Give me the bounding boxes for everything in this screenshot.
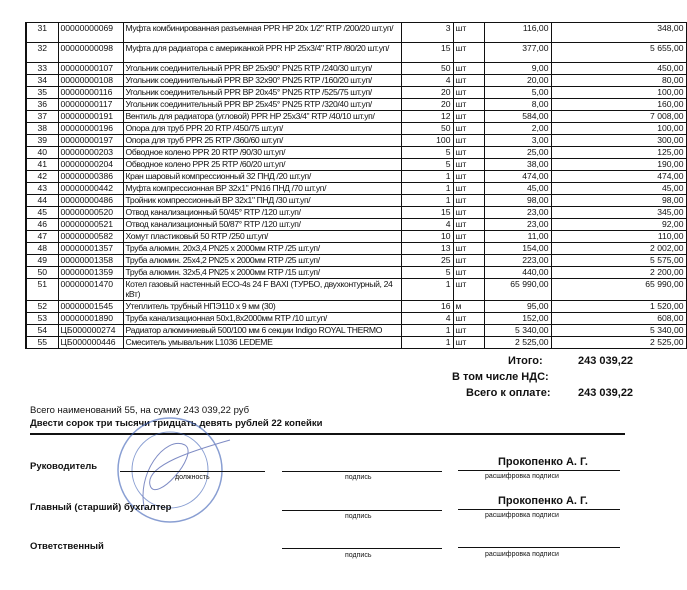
quantity: 50 (401, 123, 453, 135)
unit: шт (453, 325, 484, 337)
decoding-line (458, 470, 620, 471)
amount: 345,00 (551, 207, 686, 219)
quantity: 20 (401, 87, 453, 99)
row-number: 39 (26, 135, 58, 147)
amount: 125,00 (551, 147, 686, 159)
row-number: 51 (26, 279, 58, 301)
unit: шт (453, 171, 484, 183)
item-name: Смеситель умывальник L1036 LEDEME (123, 337, 401, 349)
item-name: Обводное колено PPR 25 RTP /60/20 шт.уп/ (123, 159, 401, 171)
unit: шт (453, 111, 484, 123)
invoice-footer (0, 349, 660, 585)
price: 95,00 (484, 301, 551, 313)
quantity: 5 (401, 159, 453, 171)
total-value: 243 039,22 (578, 355, 634, 367)
price: 2,00 (484, 123, 551, 135)
items-count-line: Всего наименований 55, на сумму 243 039,22 руб (30, 405, 250, 416)
price: 584,00 (484, 111, 551, 123)
unit: шт (453, 279, 484, 301)
unit: шт (453, 159, 484, 171)
quantity: 15 (401, 207, 453, 219)
row-number: 40 (26, 147, 58, 159)
table-row (26, 23, 686, 43)
item-name: Муфта компрессионная BP 32x1" PN16 ПНД /70 шт.уп/ (123, 183, 401, 195)
decoding-line (458, 509, 620, 510)
price: 98,00 (484, 195, 551, 207)
decoding-caption: расшифровка подписи (485, 551, 559, 558)
unit: шт (453, 135, 484, 147)
row-number: 38 (26, 123, 58, 135)
unit: шт (453, 63, 484, 75)
amount: 100,00 (551, 87, 686, 99)
amount-in-words: Двести сорок три тысячи тридцать девять рублей 22 копейки (30, 418, 323, 429)
row-number: 43 (26, 183, 58, 195)
pay-value: 243 039,22 (578, 387, 634, 399)
quantity: 50 (401, 63, 453, 75)
item-code: 00000000108 (58, 75, 123, 87)
unit: шт (453, 219, 484, 231)
price: 38,00 (484, 159, 551, 171)
responsible-label: Ответственный (30, 541, 104, 552)
item-name: Опора для труб PPR 20 RTP /450/75 шт.уп/ (123, 123, 401, 135)
unit: шт (453, 267, 484, 279)
row-number: 44 (26, 195, 58, 207)
amount: 45,00 (551, 183, 686, 195)
item-code: 00000001890 (58, 313, 123, 325)
signature-caption: подпись (345, 513, 372, 520)
item-code: 00000000203 (58, 147, 123, 159)
item-name: Обводное колено PPR 20 RTP /90/30 шт.уп/ (123, 147, 401, 159)
quantity: 25 (401, 255, 453, 267)
item-code: 00000000116 (58, 87, 123, 99)
table-row (26, 219, 686, 231)
item-name: Муфта комбинированная разъемная PPR HP 20x 1/2" RTP /200/20 шт.уп/ (123, 23, 401, 43)
table-row (26, 337, 686, 349)
signature-line (282, 510, 442, 511)
quantity: 12 (401, 111, 453, 123)
price: 440,00 (484, 267, 551, 279)
quantity: 4 (401, 313, 453, 325)
total-label: Итого: (508, 355, 543, 367)
price: 116,00 (484, 23, 551, 43)
signature-caption: подпись (345, 474, 372, 481)
row-number: 55 (26, 337, 58, 349)
row-number: 35 (26, 87, 58, 99)
item-name: Вентиль для радиатора (угловой) PPR HP 25x3/4" RTP /40/10 шт.уп/ (123, 111, 401, 123)
signature-line (282, 471, 442, 472)
item-name: Утеплитель трубный НПЭ110 x 9 мм (30) (123, 301, 401, 313)
quantity: 5 (401, 147, 453, 159)
table-row (26, 301, 686, 313)
quantity: 1 (401, 325, 453, 337)
item-name: Угольник соединительный PPR BP 25x90° PN25 RTP /240/30 шт.уп/ (123, 63, 401, 75)
item-code: 00000000521 (58, 219, 123, 231)
accountant-name: Прокопенко А. Г. (498, 495, 588, 507)
item-code: 00000000204 (58, 159, 123, 171)
amount: 65 990,00 (551, 279, 686, 301)
item-name: Угольник соединительный PPR BP 25x45° PN25 RTP /320/40 шт.уп/ (123, 99, 401, 111)
unit: шт (453, 87, 484, 99)
row-number: 31 (26, 23, 58, 43)
item-code: 00000001358 (58, 255, 123, 267)
row-number: 52 (26, 301, 58, 313)
item-name: Труба алюмин. 20x3,4 PN25 x 2000мм RTP /25 шт.уп/ (123, 243, 401, 255)
amount: 98,00 (551, 195, 686, 207)
director-name: Прокопенко А. Г. (498, 456, 588, 468)
unit: м (453, 301, 484, 313)
table-row (26, 243, 686, 255)
row-number: 36 (26, 99, 58, 111)
unit: шт (453, 123, 484, 135)
row-number: 33 (26, 63, 58, 75)
item-name: Радиатор алюминиевый 500/100 мм 6 секции Indigo ROYAL THERMO (123, 325, 401, 337)
item-code: 00000001359 (58, 267, 123, 279)
table-row (26, 279, 686, 301)
item-code: 00000000107 (58, 63, 123, 75)
item-code: 00000000520 (58, 207, 123, 219)
decoding-caption: расшифровка подписи (485, 512, 559, 519)
unit: шт (453, 243, 484, 255)
price: 65 990,00 (484, 279, 551, 301)
row-number: 37 (26, 111, 58, 123)
quantity: 13 (401, 243, 453, 255)
table-row (26, 135, 686, 147)
quantity: 16 (401, 301, 453, 313)
item-name: Муфта для радиатора с американкой PPR HP 25x3/4" RTP /80/20 шт.уп/ (123, 43, 401, 63)
decoding-caption: расшифровка подписи (485, 473, 559, 480)
price: 5,00 (484, 87, 551, 99)
price: 23,00 (484, 207, 551, 219)
quantity: 10 (401, 231, 453, 243)
quantity: 1 (401, 195, 453, 207)
item-code: 00000000486 (58, 195, 123, 207)
row-number: 42 (26, 171, 58, 183)
item-code: 00000000196 (58, 123, 123, 135)
item-name: Хомут пластиковый 50 RTP /250 шт.уп/ (123, 231, 401, 243)
price: 23,00 (484, 219, 551, 231)
item-code: 00000000098 (58, 43, 123, 63)
signature-line (282, 548, 442, 549)
price: 154,00 (484, 243, 551, 255)
item-name: Отвод канализационный 50/87° RTP /120 шт.уп/ (123, 219, 401, 231)
table-row (26, 75, 686, 87)
amount: 608,00 (551, 313, 686, 325)
amount: 7 008,00 (551, 111, 686, 123)
amount: 1 520,00 (551, 301, 686, 313)
row-number: 45 (26, 207, 58, 219)
item-name: Труба канализационная 50x1,8x2000мм RTP /10 шт.уп/ (123, 313, 401, 325)
table-row (26, 43, 686, 63)
item-code: 00000000117 (58, 99, 123, 111)
price: 152,00 (484, 313, 551, 325)
pay-label: Всего к оплате: (466, 387, 551, 399)
unit: шт (453, 255, 484, 267)
row-number: 34 (26, 75, 58, 87)
price: 8,00 (484, 99, 551, 111)
quantity: 4 (401, 75, 453, 87)
price: 11,00 (484, 231, 551, 243)
quantity: 1 (401, 337, 453, 349)
quantity: 5 (401, 267, 453, 279)
quantity: 20 (401, 99, 453, 111)
quantity: 100 (401, 135, 453, 147)
price: 474,00 (484, 171, 551, 183)
table-row (26, 325, 686, 337)
item-code: 00000001470 (58, 279, 123, 301)
unit: шт (453, 195, 484, 207)
price: 45,00 (484, 183, 551, 195)
amount: 5 575,00 (551, 255, 686, 267)
item-name: Отвод канализационный 50/45° RTP /120 шт.уп/ (123, 207, 401, 219)
unit: шт (453, 75, 484, 87)
item-code: 00000000582 (58, 231, 123, 243)
item-name: Тройник компрессионный BP 32x1" ПНД /30 шт.уп/ (123, 195, 401, 207)
item-name: Котел газовый настенный ECO-4s 24 F BAXI (ТУРБО, двухконтурный, 24 кВт) (123, 279, 401, 301)
price: 25,00 (484, 147, 551, 159)
unit: шт (453, 99, 484, 111)
price: 377,00 (484, 43, 551, 63)
amount: 92,00 (551, 219, 686, 231)
amount: 190,00 (551, 159, 686, 171)
unit: шт (453, 337, 484, 349)
unit: шт (453, 147, 484, 159)
amount: 160,00 (551, 99, 686, 111)
table-row (26, 231, 686, 243)
price: 9,00 (484, 63, 551, 75)
director-label: Руководитель (30, 461, 98, 472)
row-number: 53 (26, 313, 58, 325)
table-row (26, 195, 686, 207)
amount: 450,00 (551, 63, 686, 75)
item-name: Труба алюмин. 25x4,2 PN25 x 2000мм RTP /25 шт.уп/ (123, 255, 401, 267)
item-code: ЦБ000000446 (58, 337, 123, 349)
row-number: 48 (26, 243, 58, 255)
unit: шт (453, 231, 484, 243)
quantity: 1 (401, 183, 453, 195)
item-code: 00000000197 (58, 135, 123, 147)
amount: 348,00 (551, 23, 686, 43)
table-row (26, 313, 686, 325)
amount: 80,00 (551, 75, 686, 87)
unit: шт (453, 313, 484, 325)
row-number: 32 (26, 43, 58, 63)
table-row (26, 111, 686, 123)
amount: 5 655,00 (551, 43, 686, 63)
item-code: 00000000191 (58, 111, 123, 123)
amount: 300,00 (551, 135, 686, 147)
price: 3,00 (484, 135, 551, 147)
row-number: 54 (26, 325, 58, 337)
row-number: 47 (26, 231, 58, 243)
item-code: 00000001357 (58, 243, 123, 255)
amount: 2 002,00 (551, 243, 686, 255)
table-row (26, 123, 686, 135)
item-name: Угольник соединительный PPR BP 20x45° PN25 RTP /525/75 шт.уп/ (123, 87, 401, 99)
unit: шт (453, 183, 484, 195)
items-table (25, 22, 687, 349)
amount: 100,00 (551, 123, 686, 135)
table-row (26, 267, 686, 279)
signature-caption: подпись (345, 552, 372, 559)
table-row (26, 147, 686, 159)
unit: шт (453, 43, 484, 63)
item-code: 00000000386 (58, 171, 123, 183)
item-code: 00000000069 (58, 23, 123, 43)
unit: шт (453, 207, 484, 219)
amount: 2 200,00 (551, 267, 686, 279)
table-row (26, 207, 686, 219)
position-caption: должность (175, 474, 210, 481)
amount: 110,00 (551, 231, 686, 243)
item-name: Угольник соединительный PPR BP 32x90° PN25 RTP /160/20 шт.уп/ (123, 75, 401, 87)
amount: 2 525,00 (551, 337, 686, 349)
item-name: Труба алюмин. 32x5,4 PN25 x 2000мм RTP /15 шт.уп/ (123, 267, 401, 279)
quantity: 1 (401, 171, 453, 183)
table-row (26, 183, 686, 195)
item-code: 00000000442 (58, 183, 123, 195)
item-name: Кран шаровый компрессионный 32 ПНД /20 шт.уп/ (123, 171, 401, 183)
table-row (26, 99, 686, 111)
row-number: 49 (26, 255, 58, 267)
unit: шт (453, 23, 484, 43)
accountant-label: Главный (старший) бухгалтер (30, 502, 172, 513)
decoding-line (458, 547, 620, 548)
row-number: 50 (26, 267, 58, 279)
table-row (26, 255, 686, 267)
row-number: 46 (26, 219, 58, 231)
quantity: 1 (401, 279, 453, 301)
position-line (120, 471, 265, 472)
vat-label: В том числе НДС: (452, 371, 549, 383)
price: 5 340,00 (484, 325, 551, 337)
table-row (26, 87, 686, 99)
price: 20,00 (484, 75, 551, 87)
item-name: Опора для труб PPR 25 RTP /360/60 шт.уп/ (123, 135, 401, 147)
item-code: ЦБ000000274 (58, 325, 123, 337)
quantity: 4 (401, 219, 453, 231)
amount: 5 340,00 (551, 325, 686, 337)
row-number: 41 (26, 159, 58, 171)
amount: 474,00 (551, 171, 686, 183)
table-row (26, 159, 686, 171)
quantity: 3 (401, 23, 453, 43)
item-code: 00000001545 (58, 301, 123, 313)
price: 2 525,00 (484, 337, 551, 349)
quantity: 15 (401, 43, 453, 63)
table-row (26, 63, 686, 75)
price: 223,00 (484, 255, 551, 267)
table-row (26, 171, 686, 183)
